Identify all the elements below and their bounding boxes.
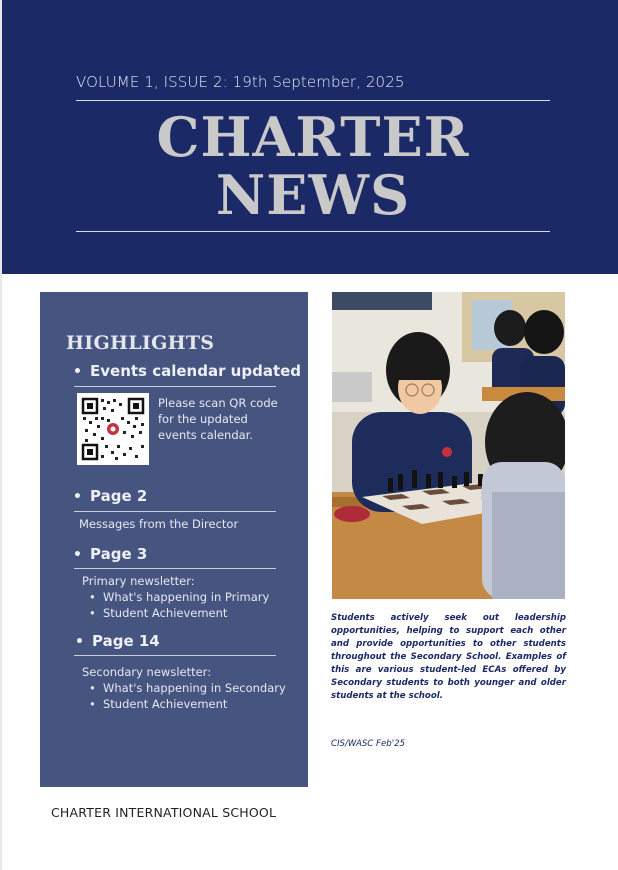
page3-rule (74, 568, 276, 569)
page14-rule (74, 655, 276, 656)
highlights-panel (40, 292, 308, 787)
events-rule (74, 386, 276, 387)
title-line-1: CHARTER (156, 105, 470, 169)
events-heading: • Events calendar updated (73, 362, 302, 380)
list-item: • Student Achievement (89, 606, 228, 620)
photo-caption: Students actively seek out leadership opportunities, helping to support each other and provide opportunities to other students throughout the Secondary School. Examples of this are various student-led ECAs offered by Secondary students to both younger and older students at the school. (331, 613, 566, 701)
students-chess-photo (332, 292, 565, 599)
qr-code[interactable] (77, 393, 149, 465)
masthead (2, 0, 618, 274)
page3-heading-label: Page 3 (90, 545, 148, 563)
page3-heading: • Page 3 (73, 545, 148, 563)
page2-heading: • Page 2 (73, 487, 148, 505)
qr-code-icon (77, 393, 149, 465)
list-item: • Student Achievement (89, 697, 228, 711)
list-item-label: Student Achievement (103, 697, 228, 711)
events-heading-label: Events calendar updated (90, 362, 302, 380)
title-line-2: NEWS (215, 163, 411, 227)
issue-line: VOLUME 1, ISSUE 2: 19th September, 2025 (76, 73, 405, 91)
page2-text: Messages from the Director (79, 517, 239, 531)
list-item: • What's happening in Secondary (89, 681, 286, 695)
page14-heading-label: Page 14 (92, 632, 160, 650)
page2-rule (74, 511, 276, 512)
list-item: • What's happening in Primary (89, 590, 270, 604)
masthead-bottom-rule (76, 231, 550, 232)
page14-intro: Secondary newsletter: (82, 665, 212, 679)
masthead-top-rule (76, 100, 550, 101)
page2-heading-label: Page 2 (90, 487, 148, 505)
school-name: CHARTER INTERNATIONAL SCHOOL (51, 805, 277, 820)
list-item-label: What's happening in Primary (103, 590, 270, 604)
list-item-label: Student Achievement (103, 606, 228, 620)
newsletter-title (76, 105, 550, 227)
accreditation-note: CIS/WASC Feb'25 (331, 739, 406, 749)
page14-heading: • Page 14 (75, 632, 160, 650)
page3-intro: Primary newsletter: (82, 574, 195, 588)
qr-instructions: Please scan QR code for the updated events calendar. (158, 396, 278, 442)
highlights-title: HIGHLIGHTS (66, 332, 215, 354)
photo-illustration (332, 292, 565, 599)
list-item-label: What's happening in Secondary (103, 681, 286, 695)
